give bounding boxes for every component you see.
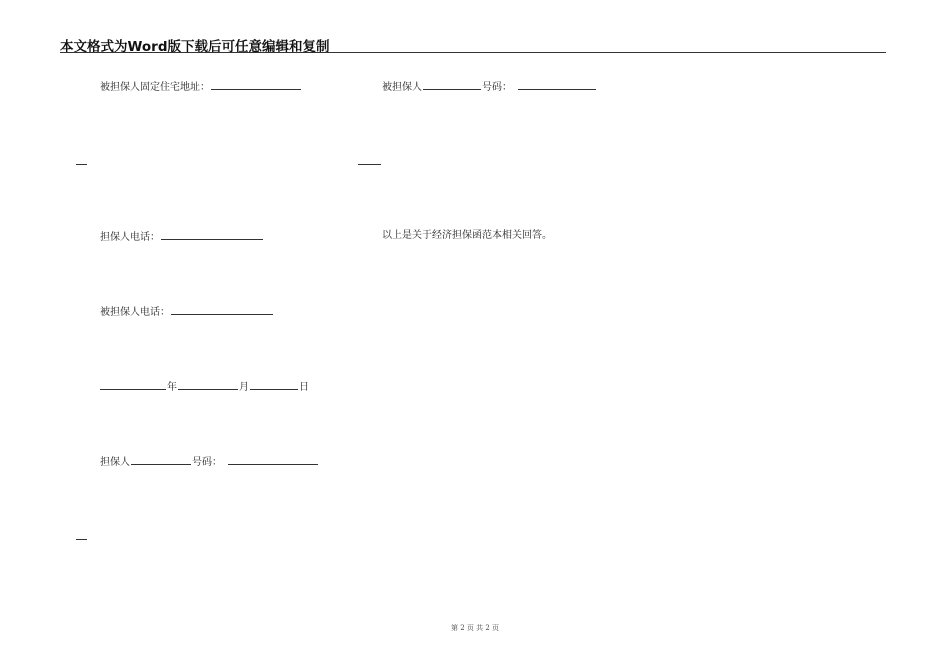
guarantor-phone-label: 担保人电话： xyxy=(100,232,160,243)
guaranteed-phone-line xyxy=(100,305,274,319)
closing-text: 以上是关于经济担保函范本相关回答。 xyxy=(382,230,552,241)
guarantor-phone-line xyxy=(100,230,264,244)
guaranteed-person-label: 被担保人 xyxy=(382,82,422,93)
guaranteed-id-line xyxy=(382,80,597,94)
year-label: 年 xyxy=(167,382,177,393)
continuation-dash xyxy=(76,164,87,165)
day-blank xyxy=(250,380,298,390)
guarantor-name-blank xyxy=(131,455,191,465)
year-blank xyxy=(100,380,166,390)
day-label: 日 xyxy=(299,382,309,393)
document-header-title: 本文格式为Word版下载后可任意编辑和复制 xyxy=(60,39,330,55)
guaranteed-number-label: 号码： xyxy=(482,82,512,93)
date-line xyxy=(100,380,309,394)
guarantor-id-line xyxy=(100,455,319,469)
guaranteed-phone-blank xyxy=(171,305,273,315)
guaranteed-phone-label: 被担保人电话： xyxy=(100,307,170,318)
guaranteed-name-blank xyxy=(423,80,481,90)
page-number: 第 2 页 共 2 页 xyxy=(450,624,500,632)
month-blank xyxy=(178,380,238,390)
guaranteed-address-line xyxy=(100,80,302,94)
guarantor-phone-blank xyxy=(161,230,263,240)
continuation-dash xyxy=(358,164,381,165)
guarantor-person-label: 担保人 xyxy=(100,457,130,468)
guarantor-number-label: 号码： xyxy=(192,457,222,468)
header-divider xyxy=(60,52,886,53)
month-label: 月 xyxy=(239,382,249,393)
continuation-dash xyxy=(76,539,87,540)
guaranteed-address-blank xyxy=(211,80,301,90)
guaranteed-address-label: 被担保人固定住宅地址： xyxy=(100,82,210,93)
guarantor-number-blank xyxy=(228,455,318,465)
guaranteed-number-blank xyxy=(518,80,596,90)
